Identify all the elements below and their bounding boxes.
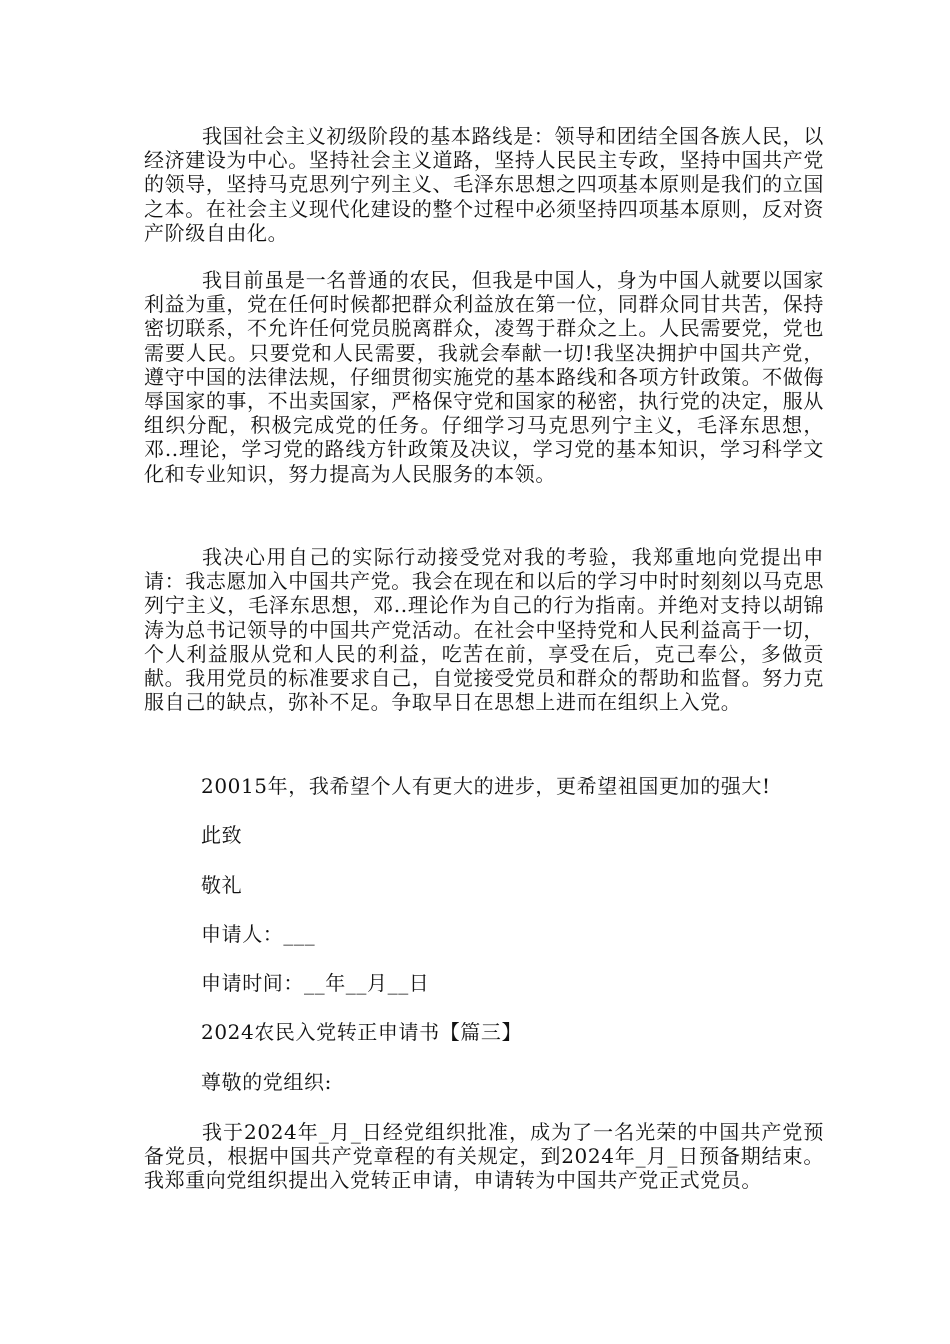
date-line: 申请时间：__年__月__日 <box>201 971 430 995</box>
salute-line: 敬礼 <box>201 873 243 897</box>
paragraph-application: 我决心用自己的实际行动接受党对我的考验，我郑重地向党提出申请：我志愿加入中国共产党。我会在现在和以后的学习中时时刻刻以马克思列宁主义，毛泽东思想，邓..理论作为自己的行为指南。并绝对支持以胡锦涛为总书记领导的中国共产党活动。在社会中坚持党和人民利益高于一切，个人利益服从党和人民的利益，吃苦在前，享受在后，克己奉公，多做贡献。我用党员的标准要求自己，自觉接受党员和群众的帮助和监督。努力克服自己的缺点，弥补不足。争取早日在思想上进而在组织上入党。 <box>144 545 824 715</box>
closing-line: 此致 <box>201 823 243 847</box>
wish-line: 20015年，我希望个人有更大的进步，更希望祖国更加的强大! <box>201 774 771 798</box>
greeting-line: 尊敬的党组织: <box>201 1070 332 1094</box>
paragraph-probation: 我于2024年_月_日经党组织批准，成为了一名光荣的中国共产党预备党员，根据中国共产党章程的有关规定，到2024年_月_日预备期结束。我郑重向党组织提出入党转正申请，申请转为中国共产党正式党员。 <box>144 1120 824 1193</box>
paragraph-personal-statement: 我目前虽是一名普通的农民，但我是中国人，身为中国人就要以国家利益为重，党在任何时候都把群众利益放在第一位，同群众同甘共苦，保持密切联系，不允许任何党员脱离群众，凌驾于群众之上。人民需要党，党也需要人民。只要党和人民需要，我就会奉献一切!我坚决拥护中国共产党，遵守中国的法律法规，仔细贯彻实施党的基本路线和各项方针政策。不做侮辱国家的事，不出卖国家，严格保守党和国家的秘密，执行党的决定，服从组织分配，积极完成党的任务。仔细学习马克思列宁主义，毛泽东思想，邓..理论，学习党的路线方针政策及决议，学习党的基本知识，学习科学文化和专业知识，努力提高为人民服务的本领。 <box>144 268 824 486</box>
section-title: 2024农民入党转正申请书【篇三】 <box>201 1020 523 1044</box>
applicant-line: 申请人：___ <box>201 922 316 946</box>
paragraph-basic-line: 我国社会主义初级阶段的基本路线是：领导和团结全国各族人民，以经济建设为中心。坚持社会主义道路，坚持人民民主专政，坚持中国共产党的领导，坚持马克思列宁列主义、毛泽东思想之四项基本原则是我们的立国之本。在社会主义现代化建设的整个过程中必须坚持四项基本原则，反对资产阶级自由化。 <box>144 124 824 245</box>
